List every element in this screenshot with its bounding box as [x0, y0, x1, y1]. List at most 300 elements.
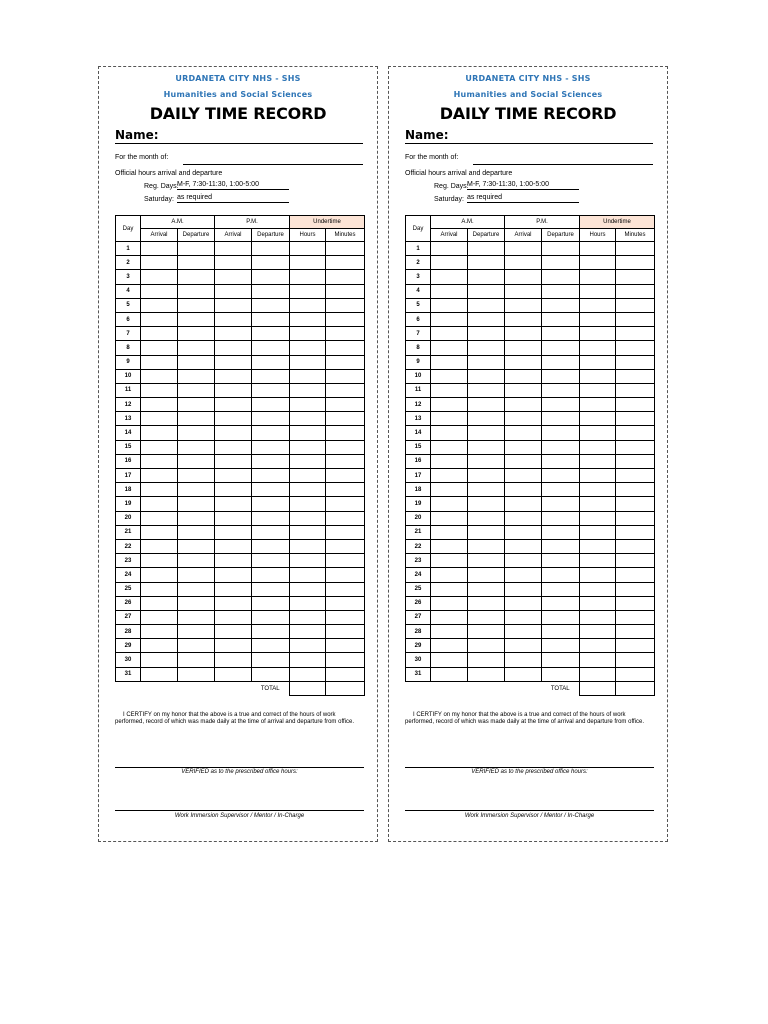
total-minutes-cell[interactable]: [326, 681, 365, 695]
pm-departure-cell[interactable]: [542, 497, 580, 511]
undertime-hours-cell[interactable]: [290, 539, 326, 553]
am-arrival-cell[interactable]: [431, 412, 468, 426]
pm-departure-cell[interactable]: [252, 355, 290, 369]
undertime-hours-cell[interactable]: [290, 525, 326, 539]
am-departure-cell[interactable]: [178, 298, 215, 312]
am-arrival-cell[interactable]: [141, 270, 178, 284]
undertime-hours-cell[interactable]: [580, 355, 616, 369]
am-arrival-cell[interactable]: [431, 298, 468, 312]
am-arrival-cell[interactable]: [431, 639, 468, 653]
am-departure-cell[interactable]: [468, 483, 505, 497]
undertime-hours-cell[interactable]: [580, 256, 616, 270]
am-departure-cell[interactable]: [468, 497, 505, 511]
undertime-hours-cell[interactable]: [580, 369, 616, 383]
pm-departure-cell[interactable]: [542, 610, 580, 624]
am-departure-cell[interactable]: [178, 667, 215, 681]
pm-departure-cell[interactable]: [252, 440, 290, 454]
pm-departure-cell[interactable]: [542, 327, 580, 341]
pm-arrival-cell[interactable]: [215, 398, 252, 412]
pm-departure-cell[interactable]: [542, 554, 580, 568]
pm-departure-cell[interactable]: [542, 256, 580, 270]
undertime-hours-cell[interactable]: [290, 596, 326, 610]
undertime-hours-cell[interactable]: [580, 539, 616, 553]
am-departure-cell[interactable]: [468, 298, 505, 312]
am-arrival-cell[interactable]: [431, 256, 468, 270]
am-departure-cell[interactable]: [468, 270, 505, 284]
am-arrival-cell[interactable]: [431, 355, 468, 369]
pm-arrival-cell[interactable]: [505, 312, 542, 326]
am-departure-cell[interactable]: [178, 653, 215, 667]
undertime-minutes-cell[interactable]: [326, 511, 365, 525]
undertime-minutes-cell[interactable]: [326, 270, 365, 284]
am-arrival-cell[interactable]: [431, 454, 468, 468]
undertime-minutes-cell[interactable]: [326, 539, 365, 553]
undertime-hours-cell[interactable]: [290, 398, 326, 412]
undertime-hours-cell[interactable]: [580, 270, 616, 284]
am-arrival-cell[interactable]: [141, 242, 178, 256]
pm-departure-cell[interactable]: [252, 511, 290, 525]
pm-departure-cell[interactable]: [542, 383, 580, 397]
pm-departure-cell[interactable]: [252, 596, 290, 610]
pm-departure-cell[interactable]: [252, 426, 290, 440]
pm-arrival-cell[interactable]: [215, 327, 252, 341]
undertime-minutes-cell[interactable]: [616, 284, 655, 298]
am-departure-cell[interactable]: [178, 256, 215, 270]
pm-departure-cell[interactable]: [252, 667, 290, 681]
undertime-minutes-cell[interactable]: [616, 511, 655, 525]
am-departure-cell[interactable]: [178, 610, 215, 624]
undertime-hours-cell[interactable]: [580, 341, 616, 355]
pm-departure-cell[interactable]: [252, 539, 290, 553]
am-arrival-cell[interactable]: [141, 539, 178, 553]
am-arrival-cell[interactable]: [141, 511, 178, 525]
pm-arrival-cell[interactable]: [215, 256, 252, 270]
am-departure-cell[interactable]: [178, 554, 215, 568]
undertime-hours-cell[interactable]: [580, 582, 616, 596]
pm-arrival-cell[interactable]: [505, 610, 542, 624]
undertime-minutes-cell[interactable]: [326, 256, 365, 270]
undertime-minutes-cell[interactable]: [616, 596, 655, 610]
undertime-hours-cell[interactable]: [290, 284, 326, 298]
undertime-hours-cell[interactable]: [580, 312, 616, 326]
am-departure-cell[interactable]: [468, 412, 505, 426]
am-arrival-cell[interactable]: [141, 369, 178, 383]
undertime-minutes-cell[interactable]: [326, 582, 365, 596]
pm-departure-cell[interactable]: [252, 412, 290, 426]
am-arrival-cell[interactable]: [431, 327, 468, 341]
am-arrival-cell[interactable]: [141, 454, 178, 468]
am-departure-cell[interactable]: [468, 667, 505, 681]
undertime-minutes-cell[interactable]: [326, 242, 365, 256]
am-arrival-cell[interactable]: [141, 284, 178, 298]
am-departure-cell[interactable]: [178, 355, 215, 369]
pm-arrival-cell[interactable]: [505, 554, 542, 568]
pm-departure-cell[interactable]: [252, 256, 290, 270]
pm-arrival-cell[interactable]: [215, 511, 252, 525]
undertime-minutes-cell[interactable]: [616, 355, 655, 369]
pm-departure-cell[interactable]: [542, 298, 580, 312]
am-arrival-cell[interactable]: [141, 497, 178, 511]
undertime-hours-cell[interactable]: [580, 327, 616, 341]
am-arrival-cell[interactable]: [141, 327, 178, 341]
undertime-hours-cell[interactable]: [290, 440, 326, 454]
pm-arrival-cell[interactable]: [215, 483, 252, 497]
am-departure-cell[interactable]: [178, 312, 215, 326]
am-departure-cell[interactable]: [178, 383, 215, 397]
undertime-hours-cell[interactable]: [580, 454, 616, 468]
undertime-minutes-cell[interactable]: [326, 525, 365, 539]
undertime-hours-cell[interactable]: [290, 369, 326, 383]
pm-departure-cell[interactable]: [252, 454, 290, 468]
am-arrival-cell[interactable]: [141, 398, 178, 412]
pm-arrival-cell[interactable]: [505, 284, 542, 298]
pm-departure-cell[interactable]: [252, 369, 290, 383]
pm-arrival-cell[interactable]: [505, 426, 542, 440]
pm-arrival-cell[interactable]: [215, 596, 252, 610]
undertime-minutes-cell[interactable]: [616, 554, 655, 568]
pm-arrival-cell[interactable]: [215, 610, 252, 624]
pm-arrival-cell[interactable]: [215, 312, 252, 326]
am-departure-cell[interactable]: [468, 383, 505, 397]
undertime-hours-cell[interactable]: [290, 312, 326, 326]
pm-arrival-cell[interactable]: [505, 667, 542, 681]
pm-arrival-cell[interactable]: [215, 667, 252, 681]
pm-departure-cell[interactable]: [252, 639, 290, 653]
pm-departure-cell[interactable]: [542, 369, 580, 383]
undertime-minutes-cell[interactable]: [616, 398, 655, 412]
am-departure-cell[interactable]: [178, 270, 215, 284]
am-arrival-cell[interactable]: [431, 667, 468, 681]
pm-arrival-cell[interactable]: [215, 412, 252, 426]
pm-departure-cell[interactable]: [542, 511, 580, 525]
undertime-hours-cell[interactable]: [580, 284, 616, 298]
am-departure-cell[interactable]: [178, 440, 215, 454]
am-departure-cell[interactable]: [178, 398, 215, 412]
undertime-hours-cell[interactable]: [580, 242, 616, 256]
pm-departure-cell[interactable]: [252, 298, 290, 312]
am-departure-cell[interactable]: [178, 497, 215, 511]
undertime-hours-cell[interactable]: [290, 341, 326, 355]
pm-arrival-cell[interactable]: [215, 454, 252, 468]
am-departure-cell[interactable]: [468, 639, 505, 653]
pm-arrival-cell[interactable]: [505, 398, 542, 412]
pm-arrival-cell[interactable]: [505, 327, 542, 341]
pm-arrival-cell[interactable]: [505, 596, 542, 610]
am-arrival-cell[interactable]: [141, 256, 178, 270]
undertime-minutes-cell[interactable]: [616, 653, 655, 667]
pm-arrival-cell[interactable]: [215, 653, 252, 667]
am-departure-cell[interactable]: [178, 539, 215, 553]
am-departure-cell[interactable]: [468, 312, 505, 326]
pm-departure-cell[interactable]: [542, 582, 580, 596]
pm-departure-cell[interactable]: [542, 469, 580, 483]
pm-arrival-cell[interactable]: [505, 270, 542, 284]
am-arrival-cell[interactable]: [431, 610, 468, 624]
undertime-hours-cell[interactable]: [290, 426, 326, 440]
undertime-minutes-cell[interactable]: [326, 312, 365, 326]
undertime-hours-cell[interactable]: [580, 383, 616, 397]
undertime-hours-cell[interactable]: [290, 625, 326, 639]
undertime-hours-cell[interactable]: [580, 554, 616, 568]
pm-departure-cell[interactable]: [252, 625, 290, 639]
undertime-minutes-cell[interactable]: [616, 270, 655, 284]
pm-arrival-cell[interactable]: [505, 341, 542, 355]
pm-departure-cell[interactable]: [542, 483, 580, 497]
am-departure-cell[interactable]: [468, 341, 505, 355]
undertime-minutes-cell[interactable]: [326, 369, 365, 383]
am-departure-cell[interactable]: [468, 469, 505, 483]
undertime-minutes-cell[interactable]: [616, 582, 655, 596]
am-arrival-cell[interactable]: [431, 270, 468, 284]
am-departure-cell[interactable]: [468, 525, 505, 539]
pm-arrival-cell[interactable]: [505, 653, 542, 667]
pm-departure-cell[interactable]: [252, 270, 290, 284]
undertime-minutes-cell[interactable]: [326, 426, 365, 440]
am-departure-cell[interactable]: [468, 256, 505, 270]
undertime-hours-cell[interactable]: [580, 483, 616, 497]
pm-departure-cell[interactable]: [252, 312, 290, 326]
undertime-minutes-cell[interactable]: [616, 369, 655, 383]
undertime-minutes-cell[interactable]: [616, 610, 655, 624]
pm-arrival-cell[interactable]: [505, 497, 542, 511]
undertime-minutes-cell[interactable]: [326, 568, 365, 582]
undertime-minutes-cell[interactable]: [616, 383, 655, 397]
pm-arrival-cell[interactable]: [215, 440, 252, 454]
pm-arrival-cell[interactable]: [215, 355, 252, 369]
total-hours-cell[interactable]: [290, 681, 326, 695]
undertime-hours-cell[interactable]: [290, 327, 326, 341]
undertime-hours-cell[interactable]: [290, 412, 326, 426]
am-departure-cell[interactable]: [178, 511, 215, 525]
pm-arrival-cell[interactable]: [215, 341, 252, 355]
undertime-hours-cell[interactable]: [290, 298, 326, 312]
pm-departure-cell[interactable]: [542, 568, 580, 582]
pm-departure-cell[interactable]: [542, 440, 580, 454]
am-arrival-cell[interactable]: [141, 440, 178, 454]
am-departure-cell[interactable]: [468, 327, 505, 341]
undertime-hours-cell[interactable]: [290, 554, 326, 568]
pm-arrival-cell[interactable]: [215, 383, 252, 397]
am-arrival-cell[interactable]: [141, 298, 178, 312]
pm-arrival-cell[interactable]: [215, 568, 252, 582]
pm-departure-cell[interactable]: [252, 383, 290, 397]
undertime-hours-cell[interactable]: [290, 454, 326, 468]
am-arrival-cell[interactable]: [431, 596, 468, 610]
undertime-hours-cell[interactable]: [580, 610, 616, 624]
undertime-hours-cell[interactable]: [580, 511, 616, 525]
undertime-hours-cell[interactable]: [290, 582, 326, 596]
pm-arrival-cell[interactable]: [505, 242, 542, 256]
pm-departure-cell[interactable]: [252, 469, 290, 483]
pm-departure-cell[interactable]: [542, 653, 580, 667]
undertime-hours-cell[interactable]: [290, 469, 326, 483]
undertime-minutes-cell[interactable]: [616, 497, 655, 511]
pm-arrival-cell[interactable]: [505, 469, 542, 483]
pm-departure-cell[interactable]: [542, 270, 580, 284]
undertime-minutes-cell[interactable]: [326, 398, 365, 412]
pm-departure-cell[interactable]: [252, 398, 290, 412]
undertime-minutes-cell[interactable]: [326, 497, 365, 511]
am-arrival-cell[interactable]: [141, 355, 178, 369]
undertime-minutes-cell[interactable]: [326, 554, 365, 568]
undertime-minutes-cell[interactable]: [616, 639, 655, 653]
undertime-minutes-cell[interactable]: [326, 454, 365, 468]
pm-departure-cell[interactable]: [542, 667, 580, 681]
undertime-minutes-cell[interactable]: [616, 341, 655, 355]
am-departure-cell[interactable]: [468, 554, 505, 568]
pm-departure-cell[interactable]: [252, 653, 290, 667]
am-arrival-cell[interactable]: [431, 469, 468, 483]
name-field[interactable]: [115, 128, 363, 144]
undertime-hours-cell[interactable]: [580, 469, 616, 483]
total-minutes-cell[interactable]: [616, 681, 655, 695]
pm-departure-cell[interactable]: [542, 284, 580, 298]
am-arrival-cell[interactable]: [431, 284, 468, 298]
pm-departure-cell[interactable]: [252, 284, 290, 298]
undertime-hours-cell[interactable]: [580, 440, 616, 454]
am-departure-cell[interactable]: [468, 610, 505, 624]
am-arrival-cell[interactable]: [141, 483, 178, 497]
am-arrival-cell[interactable]: [431, 440, 468, 454]
pm-departure-cell[interactable]: [542, 341, 580, 355]
am-departure-cell[interactable]: [468, 426, 505, 440]
pm-arrival-cell[interactable]: [505, 639, 542, 653]
undertime-hours-cell[interactable]: [580, 596, 616, 610]
undertime-minutes-cell[interactable]: [326, 483, 365, 497]
pm-departure-cell[interactable]: [252, 497, 290, 511]
pm-arrival-cell[interactable]: [215, 639, 252, 653]
undertime-hours-cell[interactable]: [290, 511, 326, 525]
undertime-hours-cell[interactable]: [580, 568, 616, 582]
am-arrival-cell[interactable]: [431, 568, 468, 582]
am-departure-cell[interactable]: [178, 525, 215, 539]
undertime-minutes-cell[interactable]: [616, 412, 655, 426]
pm-arrival-cell[interactable]: [215, 242, 252, 256]
am-arrival-cell[interactable]: [431, 539, 468, 553]
am-departure-cell[interactable]: [178, 369, 215, 383]
pm-departure-cell[interactable]: [542, 355, 580, 369]
am-arrival-cell[interactable]: [141, 596, 178, 610]
am-departure-cell[interactable]: [468, 398, 505, 412]
am-arrival-cell[interactable]: [431, 554, 468, 568]
am-departure-cell[interactable]: [178, 596, 215, 610]
pm-arrival-cell[interactable]: [505, 256, 542, 270]
pm-arrival-cell[interactable]: [215, 582, 252, 596]
pm-arrival-cell[interactable]: [215, 539, 252, 553]
am-departure-cell[interactable]: [178, 341, 215, 355]
am-arrival-cell[interactable]: [431, 398, 468, 412]
pm-arrival-cell[interactable]: [215, 270, 252, 284]
pm-departure-cell[interactable]: [252, 327, 290, 341]
undertime-minutes-cell[interactable]: [616, 327, 655, 341]
am-arrival-cell[interactable]: [431, 653, 468, 667]
undertime-hours-cell[interactable]: [290, 568, 326, 582]
undertime-minutes-cell[interactable]: [616, 667, 655, 681]
undertime-minutes-cell[interactable]: [326, 639, 365, 653]
total-hours-cell[interactable]: [580, 681, 616, 695]
month-field[interactable]: [473, 164, 653, 165]
am-arrival-cell[interactable]: [431, 582, 468, 596]
am-departure-cell[interactable]: [178, 426, 215, 440]
pm-departure-cell[interactable]: [252, 610, 290, 624]
am-arrival-cell[interactable]: [431, 625, 468, 639]
pm-arrival-cell[interactable]: [505, 298, 542, 312]
pm-arrival-cell[interactable]: [505, 539, 542, 553]
pm-arrival-cell[interactable]: [215, 284, 252, 298]
undertime-minutes-cell[interactable]: [616, 454, 655, 468]
am-arrival-cell[interactable]: [431, 426, 468, 440]
undertime-hours-cell[interactable]: [290, 242, 326, 256]
am-departure-cell[interactable]: [178, 625, 215, 639]
undertime-minutes-cell[interactable]: [326, 284, 365, 298]
am-arrival-cell[interactable]: [141, 667, 178, 681]
undertime-hours-cell[interactable]: [290, 483, 326, 497]
pm-arrival-cell[interactable]: [505, 568, 542, 582]
undertime-hours-cell[interactable]: [580, 398, 616, 412]
undertime-hours-cell[interactable]: [580, 497, 616, 511]
am-arrival-cell[interactable]: [431, 511, 468, 525]
am-arrival-cell[interactable]: [141, 426, 178, 440]
pm-arrival-cell[interactable]: [215, 369, 252, 383]
am-departure-cell[interactable]: [178, 327, 215, 341]
undertime-minutes-cell[interactable]: [326, 298, 365, 312]
am-departure-cell[interactable]: [468, 511, 505, 525]
am-arrival-cell[interactable]: [431, 497, 468, 511]
pm-arrival-cell[interactable]: [505, 582, 542, 596]
pm-departure-cell[interactable]: [542, 539, 580, 553]
am-arrival-cell[interactable]: [431, 312, 468, 326]
undertime-minutes-cell[interactable]: [326, 469, 365, 483]
am-arrival-cell[interactable]: [141, 610, 178, 624]
pm-arrival-cell[interactable]: [215, 625, 252, 639]
am-departure-cell[interactable]: [468, 539, 505, 553]
am-arrival-cell[interactable]: [431, 383, 468, 397]
undertime-hours-cell[interactable]: [580, 653, 616, 667]
am-departure-cell[interactable]: [468, 568, 505, 582]
pm-departure-cell[interactable]: [542, 596, 580, 610]
pm-departure-cell[interactable]: [542, 398, 580, 412]
am-arrival-cell[interactable]: [431, 242, 468, 256]
pm-departure-cell[interactable]: [542, 625, 580, 639]
am-departure-cell[interactable]: [178, 454, 215, 468]
undertime-hours-cell[interactable]: [580, 667, 616, 681]
am-departure-cell[interactable]: [178, 582, 215, 596]
pm-arrival-cell[interactable]: [215, 525, 252, 539]
pm-arrival-cell[interactable]: [215, 554, 252, 568]
undertime-hours-cell[interactable]: [290, 639, 326, 653]
undertime-minutes-cell[interactable]: [326, 327, 365, 341]
undertime-hours-cell[interactable]: [290, 270, 326, 284]
am-departure-cell[interactable]: [178, 284, 215, 298]
undertime-hours-cell[interactable]: [290, 497, 326, 511]
undertime-minutes-cell[interactable]: [616, 568, 655, 582]
pm-departure-cell[interactable]: [542, 426, 580, 440]
pm-departure-cell[interactable]: [252, 568, 290, 582]
am-arrival-cell[interactable]: [141, 639, 178, 653]
undertime-hours-cell[interactable]: [290, 610, 326, 624]
pm-arrival-cell[interactable]: [505, 369, 542, 383]
undertime-minutes-cell[interactable]: [616, 625, 655, 639]
pm-arrival-cell[interactable]: [505, 525, 542, 539]
pm-departure-cell[interactable]: [542, 412, 580, 426]
am-arrival-cell[interactable]: [141, 568, 178, 582]
pm-departure-cell[interactable]: [542, 639, 580, 653]
am-departure-cell[interactable]: [178, 469, 215, 483]
am-arrival-cell[interactable]: [431, 369, 468, 383]
am-arrival-cell[interactable]: [141, 312, 178, 326]
pm-arrival-cell[interactable]: [505, 355, 542, 369]
undertime-minutes-cell[interactable]: [326, 653, 365, 667]
